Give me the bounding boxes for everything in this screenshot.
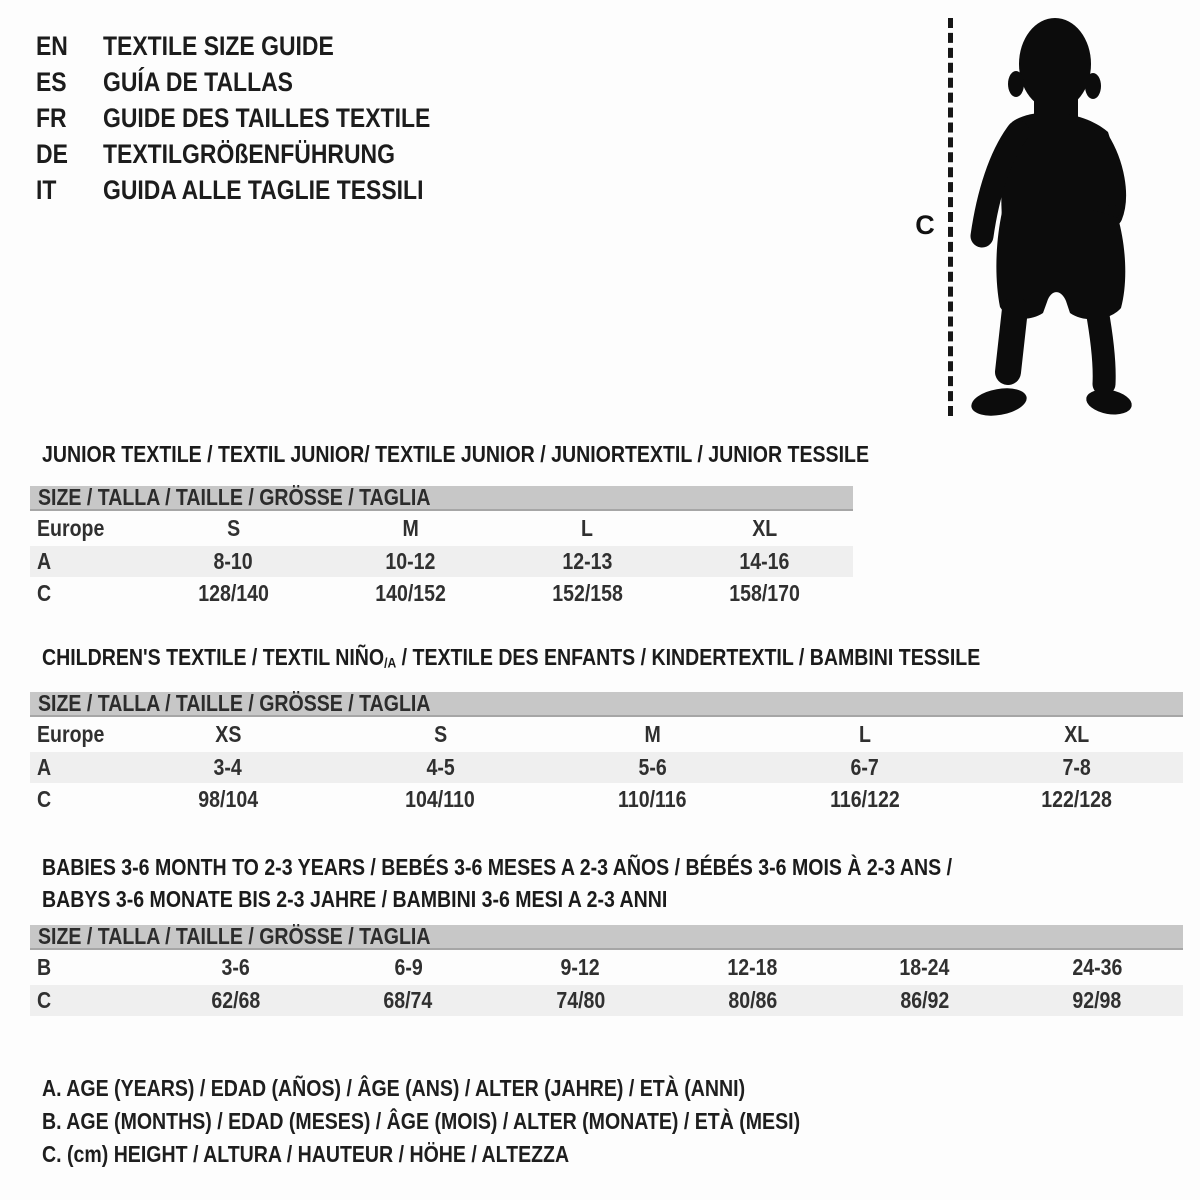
- value-cell: 18-24: [899, 954, 950, 980]
- language-title: GUIDE DES TAILLES TEXTILE: [103, 102, 431, 133]
- language-row-it: [36, 172, 488, 208]
- table-row: [30, 511, 853, 546]
- value-cell: 68/74: [383, 987, 433, 1013]
- value-cell: M: [402, 515, 419, 541]
- language-row-fr: [36, 100, 488, 136]
- value-cell: 8-10: [213, 548, 254, 574]
- value-cell: XS: [215, 721, 242, 747]
- row-label-cell: C: [37, 785, 52, 812]
- value-cell: 86/92: [900, 987, 950, 1013]
- language-code: IT: [36, 174, 57, 205]
- size-header-bar: SIZE / TALLA / TAILLE / GRÖSSE / TAGLIA: [30, 925, 1183, 950]
- value-cell: 140/152: [375, 579, 446, 606]
- value-cell: 158/170: [729, 579, 800, 606]
- value-cell: L: [581, 515, 594, 541]
- value-cell: 116/122: [829, 785, 900, 812]
- language-title: GUIDA ALLE TAGLIE TESSILI: [103, 174, 424, 205]
- value-cell: 152/158: [552, 579, 623, 606]
- junior-size-table: [30, 486, 853, 609]
- value-cell: 7-8: [1062, 754, 1092, 780]
- table-row: [30, 546, 853, 577]
- value-cell: S: [433, 721, 447, 747]
- row-label-cell: Europe: [37, 515, 105, 541]
- language-code: DE: [36, 138, 68, 169]
- value-cell: 5-6: [638, 754, 667, 780]
- language-code: ES: [36, 66, 67, 97]
- language-code: FR: [36, 102, 67, 133]
- table-row: [30, 783, 1183, 815]
- table-row: [30, 577, 853, 609]
- value-cell: S: [226, 515, 241, 541]
- value-cell: 9-12: [560, 954, 600, 980]
- toddler-silhouette-icon: [958, 14, 1148, 418]
- row-label-cell: A: [37, 754, 52, 780]
- table-row: [30, 717, 1183, 752]
- value-cell: 74/80: [555, 987, 605, 1013]
- row-label-cell: Europe: [37, 721, 105, 747]
- legend-line-a: A. AGE (YEARS) / EDAD (AÑOS) / ÂGE (ANS) / ALTER (JAHRE) / ETÀ (ANNI): [42, 1075, 746, 1101]
- row-label-cell: C: [37, 987, 52, 1013]
- language-list: [36, 28, 488, 208]
- value-cell: 6-9: [394, 954, 423, 980]
- value-cell: 12-18: [727, 954, 778, 980]
- value-cell: 104/110: [405, 785, 476, 812]
- language-title: TEXTILE SIZE GUIDE: [103, 30, 334, 61]
- value-cell: 3-6: [221, 954, 251, 980]
- value-cell: 10-12: [385, 548, 436, 574]
- language-title: GUÍA DE TALLAS: [103, 66, 293, 97]
- value-cell: 98/104: [198, 785, 258, 812]
- row-label-cell: B: [37, 954, 52, 980]
- row-label-cell: C: [37, 579, 52, 606]
- table-row: [30, 752, 1183, 783]
- height-measure-label: C: [915, 210, 935, 240]
- value-cell: 3-4: [213, 754, 243, 780]
- table-row: [30, 985, 1183, 1016]
- value-cell: 92/98: [1072, 987, 1122, 1013]
- table-row: [30, 950, 1183, 985]
- value-cell: 80/86: [728, 987, 778, 1013]
- language-row-en: [36, 28, 488, 64]
- value-cell: 110/116: [618, 785, 687, 812]
- section-title-babies: BABIES 3-6 MONTH TO 2-3 YEARS / BEBÉS 3-6 MESES A 2-3 AÑOS / BÉBÉS 3-6 MOIS À 2-3 ANS / BABYS 3-6 MONATE BIS 2-3 JAHRE / BAMBINI 3-6 MESI A 2-3 ANNI: [42, 854, 953, 912]
- value-cell: 6-7: [850, 754, 879, 780]
- value-cell: 4-5: [426, 754, 455, 780]
- language-code: EN: [36, 30, 68, 61]
- value-cell: L: [858, 721, 871, 747]
- legend-line-b: B. AGE (MONTHS) / EDAD (MESES) / ÂGE (MOIS) / ALTER (MONATE) / ETÀ (MESI): [42, 1108, 801, 1134]
- value-cell: 128/140: [198, 579, 269, 606]
- value-cell: XL: [1064, 721, 1090, 747]
- value-cell: 122/128: [1041, 785, 1113, 812]
- measure-legend: [42, 1072, 934, 1171]
- value-cell: 24-36: [1071, 954, 1122, 980]
- babies-size-table: [30, 925, 1183, 1016]
- value-cell: 62/68: [211, 987, 261, 1013]
- size-header-bar: SIZE / TALLA / TAILLE / GRÖSSE / TAGLIA: [30, 486, 853, 511]
- row-label-cell: A: [37, 548, 52, 574]
- language-title: TEXTILGRÖßENFÜHRUNG: [103, 138, 395, 169]
- height-measure-dashed-line: [948, 18, 953, 416]
- size-header-bar: SIZE / TALLA / TAILLE / GRÖSSE / TAGLIA: [30, 692, 1183, 717]
- children-size-table: [30, 692, 1183, 815]
- section-title-children: CHILDREN'S TEXTILE / TEXTIL $NIÑO_{/A}$ / TEXTILE DES ENFANTS / KINDERTEXTIL / BAMBINI TESSILE: [42, 644, 981, 672]
- value-cell: XL: [752, 515, 777, 541]
- value-cell: 12-13: [562, 548, 613, 574]
- value-cell: 14-16: [739, 548, 790, 574]
- legend-line-c: C. (cm) HEIGHT / ALTURA / HAUTEUR / HÖHE / ALTEZZA: [42, 1141, 570, 1167]
- language-row-de: [36, 136, 488, 172]
- language-row-es: [36, 64, 488, 100]
- value-cell: M: [644, 721, 661, 747]
- section-title-junior: JUNIOR TEXTILE / TEXTIL JUNIOR/ TEXTILE JUNIOR / JUNIORTEXTIL / JUNIOR TESSILE: [42, 441, 870, 467]
